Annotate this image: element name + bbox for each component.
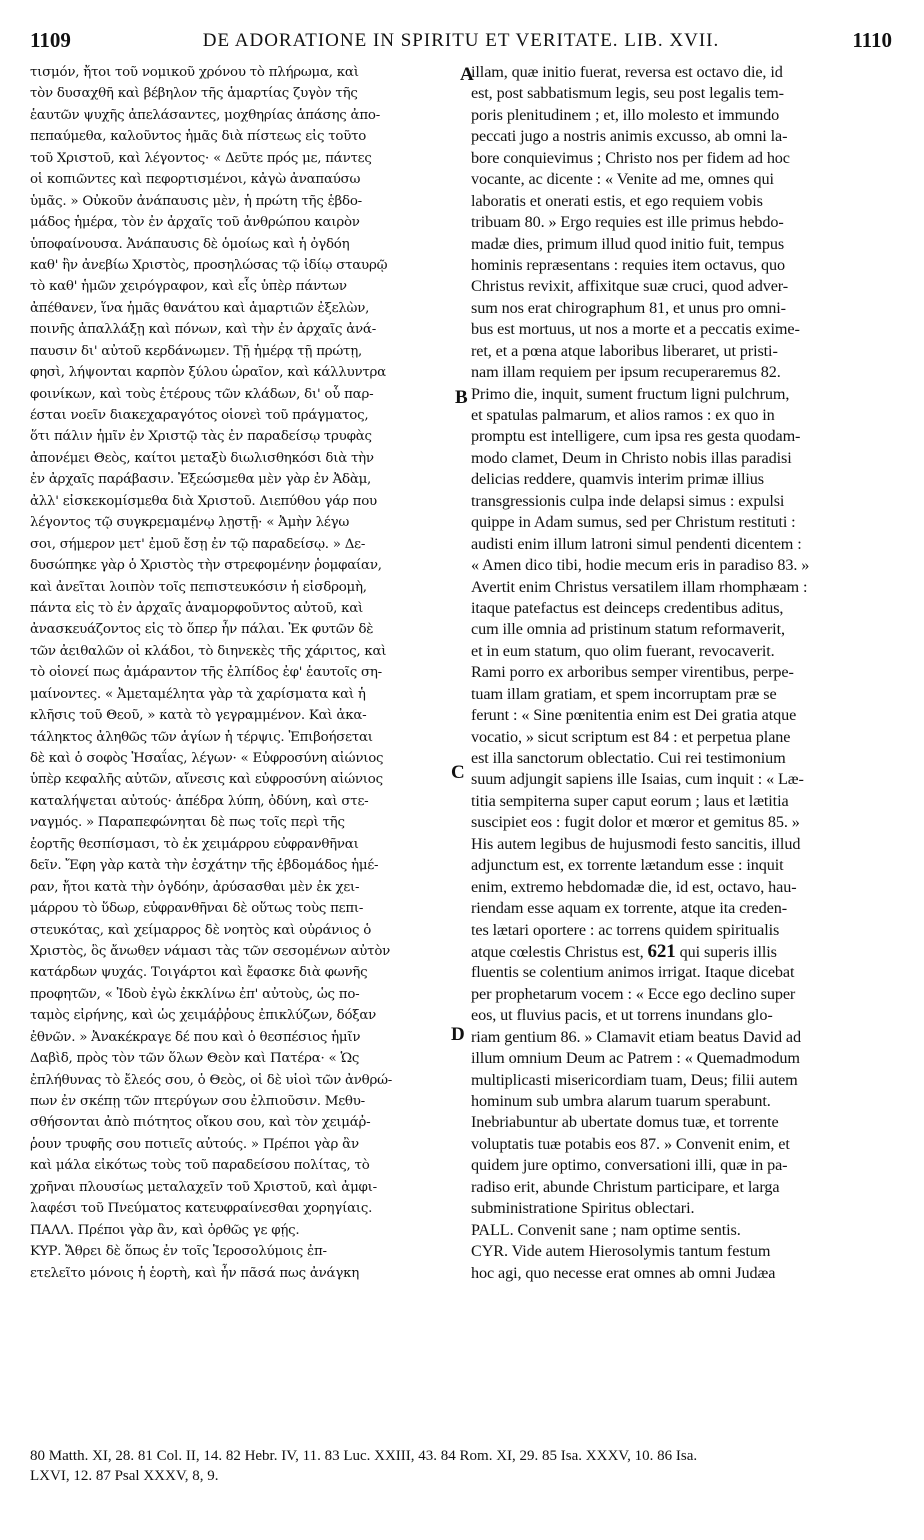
latin-text-line: et spatulas palmarum, et alios ramos : ex quo in xyxy=(471,406,775,424)
latin-text-line: radiso erit, abunde Christum participare, et larga xyxy=(471,1177,780,1196)
greek-text-line: ἐν ἀρχαῖς παράβασιν. Ἐξεώσμεθα μὲν γὰρ ἐν Ἀδὰμ, xyxy=(30,472,372,488)
latin-text-line: riam gentium 86. » Clamavit etiam beatus David ad xyxy=(471,1027,802,1046)
greek-text-line: φησὶ, λήψονται καρπὸν ξύλου ὡραῖον, καὶ κάλλυντρα xyxy=(30,365,386,381)
greek-text-line: λέγοντος τῷ συγκρεμαμένῳ λῃστῇ· « Ἀμὴν λέγω xyxy=(30,515,350,531)
latin-text-line: illam, quæ initio fuerat, reversa est octavo die, id xyxy=(471,63,783,81)
footnote-line: LXVI, 12. 87 Psal XXXV, 8, 9. xyxy=(30,1468,219,1484)
greek-text-line: ἀλλ' εἰσκεκομίσμεθα διὰ Χριστοῦ. Διεπύθου γάρ που xyxy=(30,493,377,509)
greek-text-line: καὶ μάλα εἰκότως τοὺς τοῦ παραδείσου πολίτας, τὸ xyxy=(30,1158,370,1174)
greek-text-line: τῶν ἀειθαλῶν οἱ κλάδοι, τὸ διηνεκὲς τῆς χάριτος, καὶ xyxy=(30,643,387,659)
greek-text-line: σοι, σήμερον μετ' ἐμοῦ ἔσῃ ἐν τῷ παραδείσῳ. » Δε- xyxy=(30,536,366,552)
latin-text-line: per prophetarum vocem : « Ecce ego declino super xyxy=(471,984,796,1003)
latin-text-line: Primo die, inquit, sument fructum ligni pulchrum, xyxy=(471,384,790,403)
section-marker-b: B xyxy=(455,387,468,408)
footnote-line: 80 Matth. XI, 28. 81 Col. II, 14. 82 Hebr. IV, 11. 83 Luc. XXIII, 43. 84 Rom. XI, 29. 85 Isa. XXXV, 10. 86 Isa. xyxy=(30,1448,698,1464)
latin-text-line: bore conquievimus ; Christo nos per fidem ad hoc xyxy=(471,148,790,167)
latin-text-line: illum omnium Deum ac Patrem : « Quemadmodum xyxy=(471,1049,800,1068)
greek-text-line: καὶ ἀνεῖται λοιπὸν τοῖς πεπιστευκόσιν ἡ εἰσδρομὴ, xyxy=(30,579,367,595)
latin-text-line: His autem legibus de hujusmodi festo sancitis, illud xyxy=(471,834,801,853)
greek-text-line: πάντα εἰς τὸ ἐν ἀρχαῖς ἀναμορφοῦντος αὐτοῦ, καὶ xyxy=(30,600,364,616)
latin-text-line: fluentis se colentium animos irrigat. Itaque dicebat xyxy=(471,963,795,982)
greek-text-line: λαφέσι τοῦ Πνεύματος κατευφραίνεσθαι χορηγίαις. xyxy=(30,1201,373,1217)
latin-text-line: Avertit enim Christus versatilem illam rhomphæam : xyxy=(471,577,808,596)
greek-text-line: ΚΥΡ. Ἄθρει δὲ ὅπως ἐν τοῖς Ἱεροσολύμοις ἐπ- xyxy=(30,1244,327,1260)
latin-text-line: nam illam requiem per ipsum recuperaremus 82. xyxy=(471,363,781,382)
latin-text-line: bus est mortuus, ut nos a morte et a peccatis exime- xyxy=(471,320,800,339)
greek-text-line: ἑορτῆς θεσπίσμασι, τὸ ἐκ χειμάρρου εὐφρανθῆναι xyxy=(30,836,359,852)
latin-text-line: modo clamet, Deum in Christo nobis illas paradisi xyxy=(471,448,792,467)
greek-text-line: πεπαύμεθα, καλοῦντος ἡμᾶς διὰ πίστεως εἰς τοῦτο xyxy=(30,129,367,145)
greek-text-line: ναγμός. » Παραπεφώνηται δὲ πως τοῖς περὶ τῆς xyxy=(30,815,345,831)
latin-text-line: hominum sub umbra alarum tuarum sperabunt. xyxy=(471,1092,771,1110)
latin-text-line: subministratione Spiritus oblectari. xyxy=(471,1199,695,1218)
section-marker-d: D xyxy=(451,1024,465,1045)
latin-text-line: enim, extremo hebdomadæ die, id est, octavo, hau- xyxy=(471,877,797,896)
latin-column xyxy=(471,62,889,1284)
latin-text-line: ferunt : « Sine pœnitentia enim est Dei gratia atque xyxy=(471,706,797,725)
greek-text-line: ετελεῖτο μόνοις ἡ ἑορτὴ, καὶ ἦν πᾶσά πως ἀνάγκη xyxy=(30,1265,359,1281)
latin-text-line: CYR. Vide autem Hierosolymis tantum festum xyxy=(471,1242,771,1261)
greek-text-line: κλῆσις τοῦ Θεοῦ, » κατὰ τὸ γεγραμμένον. Καὶ ἀκα- xyxy=(30,708,367,724)
greek-text-line: ὑπὲρ κεφαλῆς αὐτῶν, αἴνεσις καὶ εὐφροσύνη αἰώνιος xyxy=(30,772,383,788)
greek-text-line: ἑαυτῶν ψυχῆς ἀπελάσαντες, μοχθηρίας ἁπάσης ἀπο- xyxy=(30,107,380,123)
greek-text-line: τάληκτος ἀληθῶς τῶν ἁγίων ἡ τέρψις. Ἐπιβοήσεται xyxy=(30,729,373,745)
greek-text-line: χρῆναι πλουσίως μεταλαχεῖν τοῦ Χριστοῦ, καὶ ἀμφι- xyxy=(30,1179,377,1195)
greek-text-line: ἐπλήθυνας τὸ ἔλεός σου, ὁ Θεὸς, οἱ δὲ υἱοὶ τῶν ἀνθρώ- xyxy=(30,1072,393,1088)
latin-text-line: titia sempiterna super caput eorum ; laus et lætitia xyxy=(471,791,789,810)
latin-text-line: tribuam 80. » Ergo requies est ille primus hebdo- xyxy=(471,213,784,232)
greek-text-line: δεῖν. Ἔφη γὰρ κατὰ τὴν ἐσχάτην τῆς ἑβδομάδος ἡμέ- xyxy=(30,858,379,874)
page-number-right: 1110 xyxy=(852,28,892,52)
latin-text-line: PALL. Convenit sane ; nam optime sentis. xyxy=(471,1220,741,1239)
greek-text-line: τὸ καθ' ἡμῶν χειρόγραφον, καὶ εἷς ὑπὲρ πάντων xyxy=(30,279,347,295)
latin-text-line: ret, et a pœna atque laboribus liberaret, ut pristi- xyxy=(471,341,778,360)
latin-text-line: « Amen dico tibi, hodie mecum eris in paradiso 83. » xyxy=(471,556,810,575)
greek-text-line: παυσιν δι' αὐτοῦ κερδάνωμεν. Τῇ ἡμέρᾳ τῇ πρώτῃ, xyxy=(30,343,362,359)
greek-text-line: τισμόν, ἤτοι τοῦ νομικοῦ χρόνου τὸ πλήρωμα, καὶ xyxy=(30,65,359,80)
greek-text-line: ὅτι πάλιν ἡμῖν ἐν Χριστῷ τὰς ἐν παραδείσῳ τρυφὰς xyxy=(30,429,372,445)
greek-text-line: πων ἐν σκέπῃ τῶν πτερύγων σου ἐλπιοῦσιν. Μεθυ- xyxy=(30,1094,365,1109)
latin-text-line: cum ille omnia ad pristinum statum reformaverit, xyxy=(471,620,785,639)
latin-text-line: sum nos erat chirographum 81, et unus pro omni- xyxy=(471,298,786,317)
greek-text-line: ραν, ἤτοι κατὰ τὴν ὀγδόην, ἀρύσασθαι μὲν ἐκ χει- xyxy=(30,879,360,895)
greek-text-line: μαίνοντες. « Ἀμεταμέλητα γὰρ τὰ χαρίσματα καὶ ἡ xyxy=(30,686,366,702)
greek-column xyxy=(30,62,460,1284)
greek-text-line: στευκότας, καὶ χείμαρρος δὲ νοητὸς καὶ οὐράνιος ὁ xyxy=(30,922,372,938)
greek-text-line: τὸ οἱονεί πως ἀμάραντον τῆς ἐλπίδος ἐφ' ἑαυτοῖς ση- xyxy=(30,665,382,681)
greek-text-line: δυσώπηκε γὰρ ὁ Χριστὸς τὴν στρεφομένην ῥομφαίαν, xyxy=(30,558,382,574)
greek-text-line: καταλήψεται αὐτούς· ἀπέδρα λύπη, ὀδύνη, καὶ στε- xyxy=(30,793,369,809)
latin-text-line: multiplicasti misericordiam tuam, Deus; filii autem xyxy=(471,1070,798,1089)
latin-text-line: promptu est intelligere, cum ipsa res gesta quodam- xyxy=(471,427,801,446)
greek-text-line: μάρρου τὸ ὕδωρ, εὐφρανθῆναι δὲ οὕτως τοὺς πεπι- xyxy=(30,901,364,917)
greek-text-line: ὑμᾶς. » Οὐκοῦν ἀνάπαυσις μὲν, ἡ πρώτη τῆς ἑβδο- xyxy=(30,193,362,209)
latin-text-line: vocante, ac dicente : « Venite ad me, omnes qui xyxy=(471,170,774,189)
latin-text-line: Rami porro ex arboribus semper virentibus, perpe- xyxy=(471,663,794,682)
greek-text-line: φοινίκων, καὶ τοὺς ἑτέρους τῶν κλάδων, δι' οὗ παρ- xyxy=(30,386,374,402)
greek-text-line: δὲ καὶ ὁ σοφὸς Ἠσαΐας, λέγων· « Εὐφροσύνη αἰώνιος xyxy=(30,751,384,766)
latin-text-line: suscipiet eos : fugit dolor et mœror et gemitus 85. » xyxy=(471,813,800,832)
page-number-left: 1109 xyxy=(30,28,71,52)
latin-text-line: atque cœlestis Christus est, 621 qui superis illis xyxy=(471,940,777,962)
greek-text-line: ἀνασκευάζοντος εἰς τὸ ὅπερ ἦν πάλαι. Ἐκ φυτῶν δὲ xyxy=(30,622,374,638)
latin-text-line: peccati jugo a nostris animis excusso, ab omni la- xyxy=(471,127,788,146)
greek-text-line: ῥουν τρυφῆς σου ποτιεῖς αὐτούς. » Πρέποι γὰρ ἂν xyxy=(30,1136,359,1152)
greek-text-line: Δαβὶδ, πρὸς τὸν τῶν ὅλων Θεὸν καὶ Πατέρα· « Ὡς xyxy=(30,1051,360,1067)
greek-text-line: ποινῆς ἀπαλλάξῃ καὶ πόνων, καὶ τὴν ἐν ἀρχαῖς ἀνά- xyxy=(30,322,376,338)
latin-text-line: est, post sabbatismum legis, seu post legalis tem- xyxy=(471,84,784,103)
latin-text-line: tuam illam gratiam, et spem incorruptam præ se xyxy=(471,684,777,703)
greek-text-line: ἐθνῶν. » Ἀνακέκραγε δέ που καὶ ὁ θεσπέσιος ἡμῖν xyxy=(30,1029,361,1045)
latin-text-line: hominis repræsentans : requies item octavus, quo xyxy=(471,255,785,274)
latin-text-line: poris plenitudinem ; et, illo molesto et immundo xyxy=(471,105,780,124)
greek-text-line: τὸν δυσαχθῆ καὶ βέβηλον τῆς ἁμαρτίας ζυγὸν τῆς xyxy=(30,86,358,102)
greek-text-line: οἱ κοπιῶντες καὶ πεφορτισμένοι, κἀγὼ ἀναπαύσω xyxy=(30,172,361,188)
greek-text-line: ἀπονέμει Θεὸς, καίτοι μεταξὺ διωλισθηκόσι διὰ τὴν xyxy=(30,450,374,466)
latin-text-line: adjunctum est, ex torrente lætandum esse : inquit xyxy=(471,856,784,875)
latin-text-line: vocatio, » sicut scriptum est 84 : et perpetua plane xyxy=(471,727,791,746)
latin-text-line: riendam esse aquam ex torrente, atque ita creden- xyxy=(471,899,787,918)
section-marker-c: C xyxy=(451,762,465,783)
latin-text-line: tes lætari oportere : ac torrens quidem spiritualis xyxy=(471,920,780,939)
footnotes xyxy=(30,1446,892,1486)
greek-text-line: Χριστὸς, ὃς ἄνωθεν νάμασι τὰς τῶν σεσομένων αὐτὸν xyxy=(30,943,391,959)
greek-text-line: σθήσονται ἀπὸ πιότητος οἴκου σου, καὶ τὸν χειμάῤ- xyxy=(30,1115,371,1131)
latin-text-line: est illa sanctorum oblectatio. Cui rei testimonium xyxy=(471,749,786,767)
latin-text-line: audisti enim illum latroni simul pendenti dicentem : xyxy=(471,534,802,553)
greek-text-line: ἀπέθανεν, ἵνα ἡμᾶς θανάτου καὶ ἁμαρτιῶν ἐξελὼν, xyxy=(30,300,370,316)
greek-text-line: ταμὸς εἰρήνης, καὶ ὡς χειμάῤῥους ἐπικλύζων, δόξαν xyxy=(30,1008,377,1024)
latin-text-line: itaque patefactus est deinceps credentibus aditus, xyxy=(471,598,784,617)
greek-text-line: έσται νοεῖν διακεχαραγότος οἱονεὶ τοῦ πράγματος, xyxy=(30,408,369,423)
latin-text-line: et in eum statum, quo olim fuerant, revocaverit. xyxy=(471,641,775,660)
greek-text-line: προφητῶν, « Ἰδοὺ ἐγὼ ἐκκλίνω ἐπ' αὐτοὺς, ὡς πο- xyxy=(30,986,360,1002)
greek-text-line: καθ' ἣν ἀνεβίω Χριστὸς, προσηλώσας τῷ ἰδίῳ σταυρῷ xyxy=(30,257,388,273)
latin-text-line: quippe in Adam sumus, sed per Christum restituti : xyxy=(471,513,796,532)
latin-text-line: hoc agi, quo necesse erat omnes ab omni Judæa xyxy=(471,1263,776,1282)
latin-text-line: eos, ut fluvius pacis, et ut torrens inundans glo- xyxy=(471,1006,773,1025)
latin-text-line: laboratis et onerati estis, et ego requiem vobis xyxy=(471,191,763,210)
greek-text-line: τοῦ Χριστοῦ, καὶ λέγοντος· « Δεῦτε πρός με, πάντες xyxy=(30,150,372,166)
page-header xyxy=(30,28,892,58)
running-title: DE ADORATIONE IN SPIRITU ET VERITATE. LIB. XVII. xyxy=(202,30,720,51)
latin-text-line: voluptatis tuæ potabis eos 87. » Convenit enim, et xyxy=(471,1134,790,1153)
latin-text-line: suum adjungit sapiens ille Isaias, cum inquit : « Læ- xyxy=(471,770,804,789)
latin-text-line: delicias reddere, quamvis interim primæ illius xyxy=(471,470,765,489)
latin-text-line: madæ dies, primum illud quod initio fuit, tempus xyxy=(471,234,785,253)
greek-text-line: ὑποφαίνουσα. Ἀνάπαυσις δὲ ὁμοίως καὶ ἡ ὀγδόη xyxy=(30,236,350,252)
greek-text-line: κατάρδων ψυχάς. Τοιγάρτοι καὶ ἔφασκε διὰ φωνῆς xyxy=(30,965,368,981)
greek-text-line: ΠΑΛΛ. Πρέποι γὰρ ἂν, καὶ ὀρθῶς γε φῄς. xyxy=(30,1222,300,1238)
greek-text-line: μάδος ἡμέρα, τὸν ἐν ἀρχαῖς τοῦ ἀνθρώπου καιρὸν xyxy=(30,215,360,231)
latin-text-line: transgressionis culpa inde delapsi simus : expulsi xyxy=(471,491,785,510)
latin-text-line: Christus revixit, affixitque suæ cruci, quod adver- xyxy=(471,277,789,296)
latin-text-line: quidem jure optimo, conversationi illi, quæ in pa- xyxy=(471,1156,788,1175)
latin-text-line: Inebriabuntur ab ubertate domus tuæ, et torrente xyxy=(471,1113,779,1132)
inline-page-number: 621 xyxy=(647,940,676,962)
section-marker-a: A xyxy=(460,64,474,85)
